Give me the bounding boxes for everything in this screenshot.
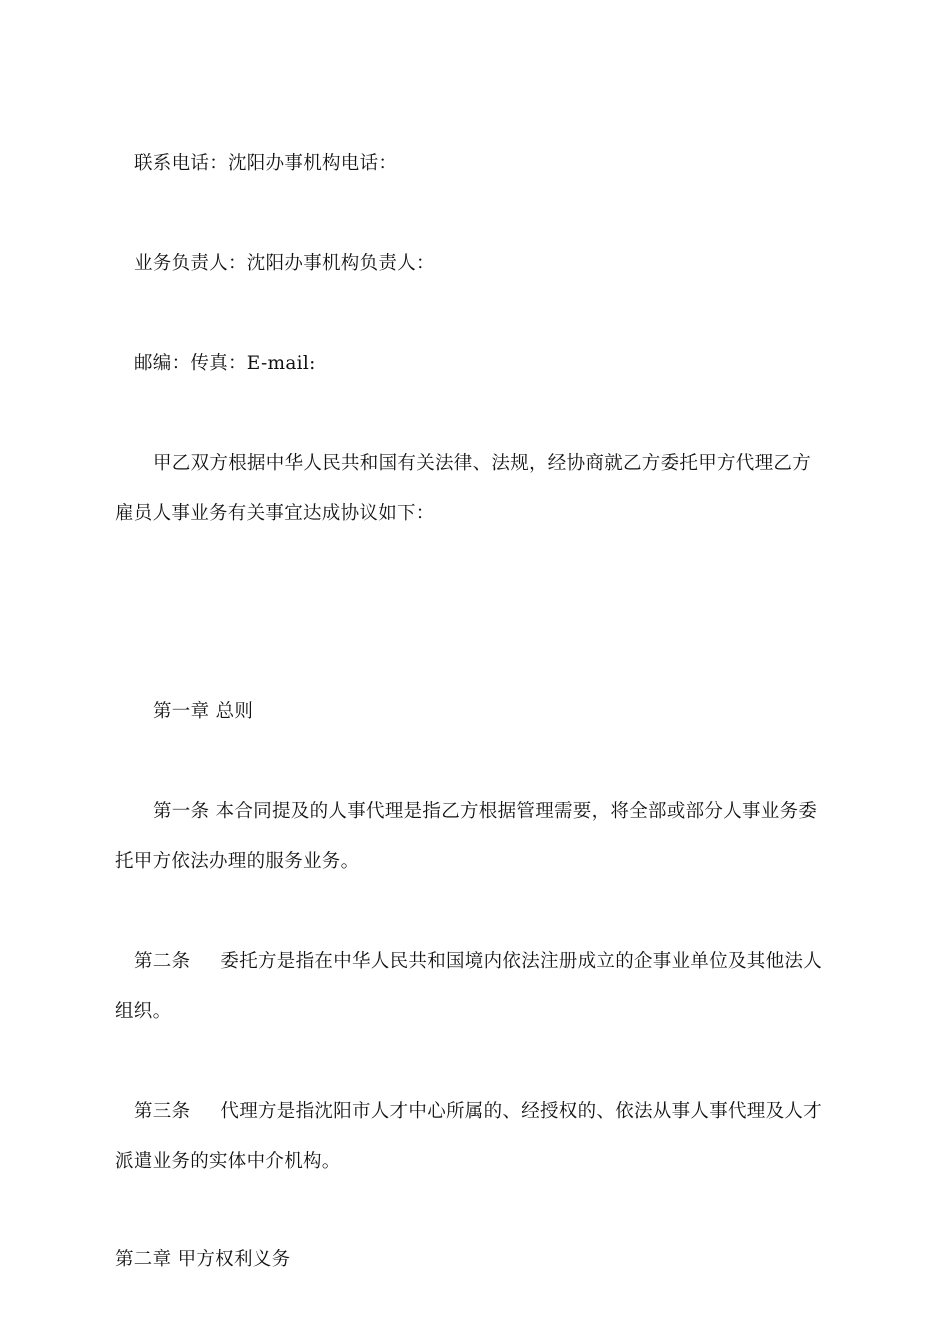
article-3-label: 第三条 [134,1101,191,1122]
article-3-line-2: 派遣业务的实体中介机构。 [115,1151,341,1172]
contact-line: 联系电话：沈阳办事机构电话： [134,153,398,174]
article-1-line-1 [153,800,817,824]
article-3-line-1 [134,1100,822,1124]
intro-line-2: 雇员人事业务有关事宜达成协议如下： [115,503,435,524]
postal-line: 邮编：传真：E-mail: [134,353,316,374]
article-1-label: 第一条 [153,801,210,822]
article-2-line-1 [134,950,822,974]
chapter-1-title: 第一章 总则 [153,701,254,722]
intro-line-1: 甲乙双方根据中华人民共和国有关法律、法规，经协商就乙方委托甲方代理乙方 [153,453,812,474]
article-2-text: 委托方是指在中华人民共和国境内依法注册成立的企事业单位及其他法人 [220,951,823,972]
article-2-label: 第二条 [134,951,191,972]
article-3-text: 代理方是指沈阳市人才中心所属的、经授权的、依法从事人事代理及人才 [220,1101,823,1122]
manager-line: 业务负责人：沈阳办事机构负责人： [134,253,435,274]
article-1-line-2: 托甲方依法办理的服务业务。 [115,851,360,872]
chapter-2-title: 第二章 甲方权利义务 [115,1249,291,1270]
article-1-text: 本合同提及的人事代理是指乙方根据管理需要，将全部或部分人事业务委 [215,801,818,822]
article-2-line-2: 组织。 [115,1001,172,1022]
